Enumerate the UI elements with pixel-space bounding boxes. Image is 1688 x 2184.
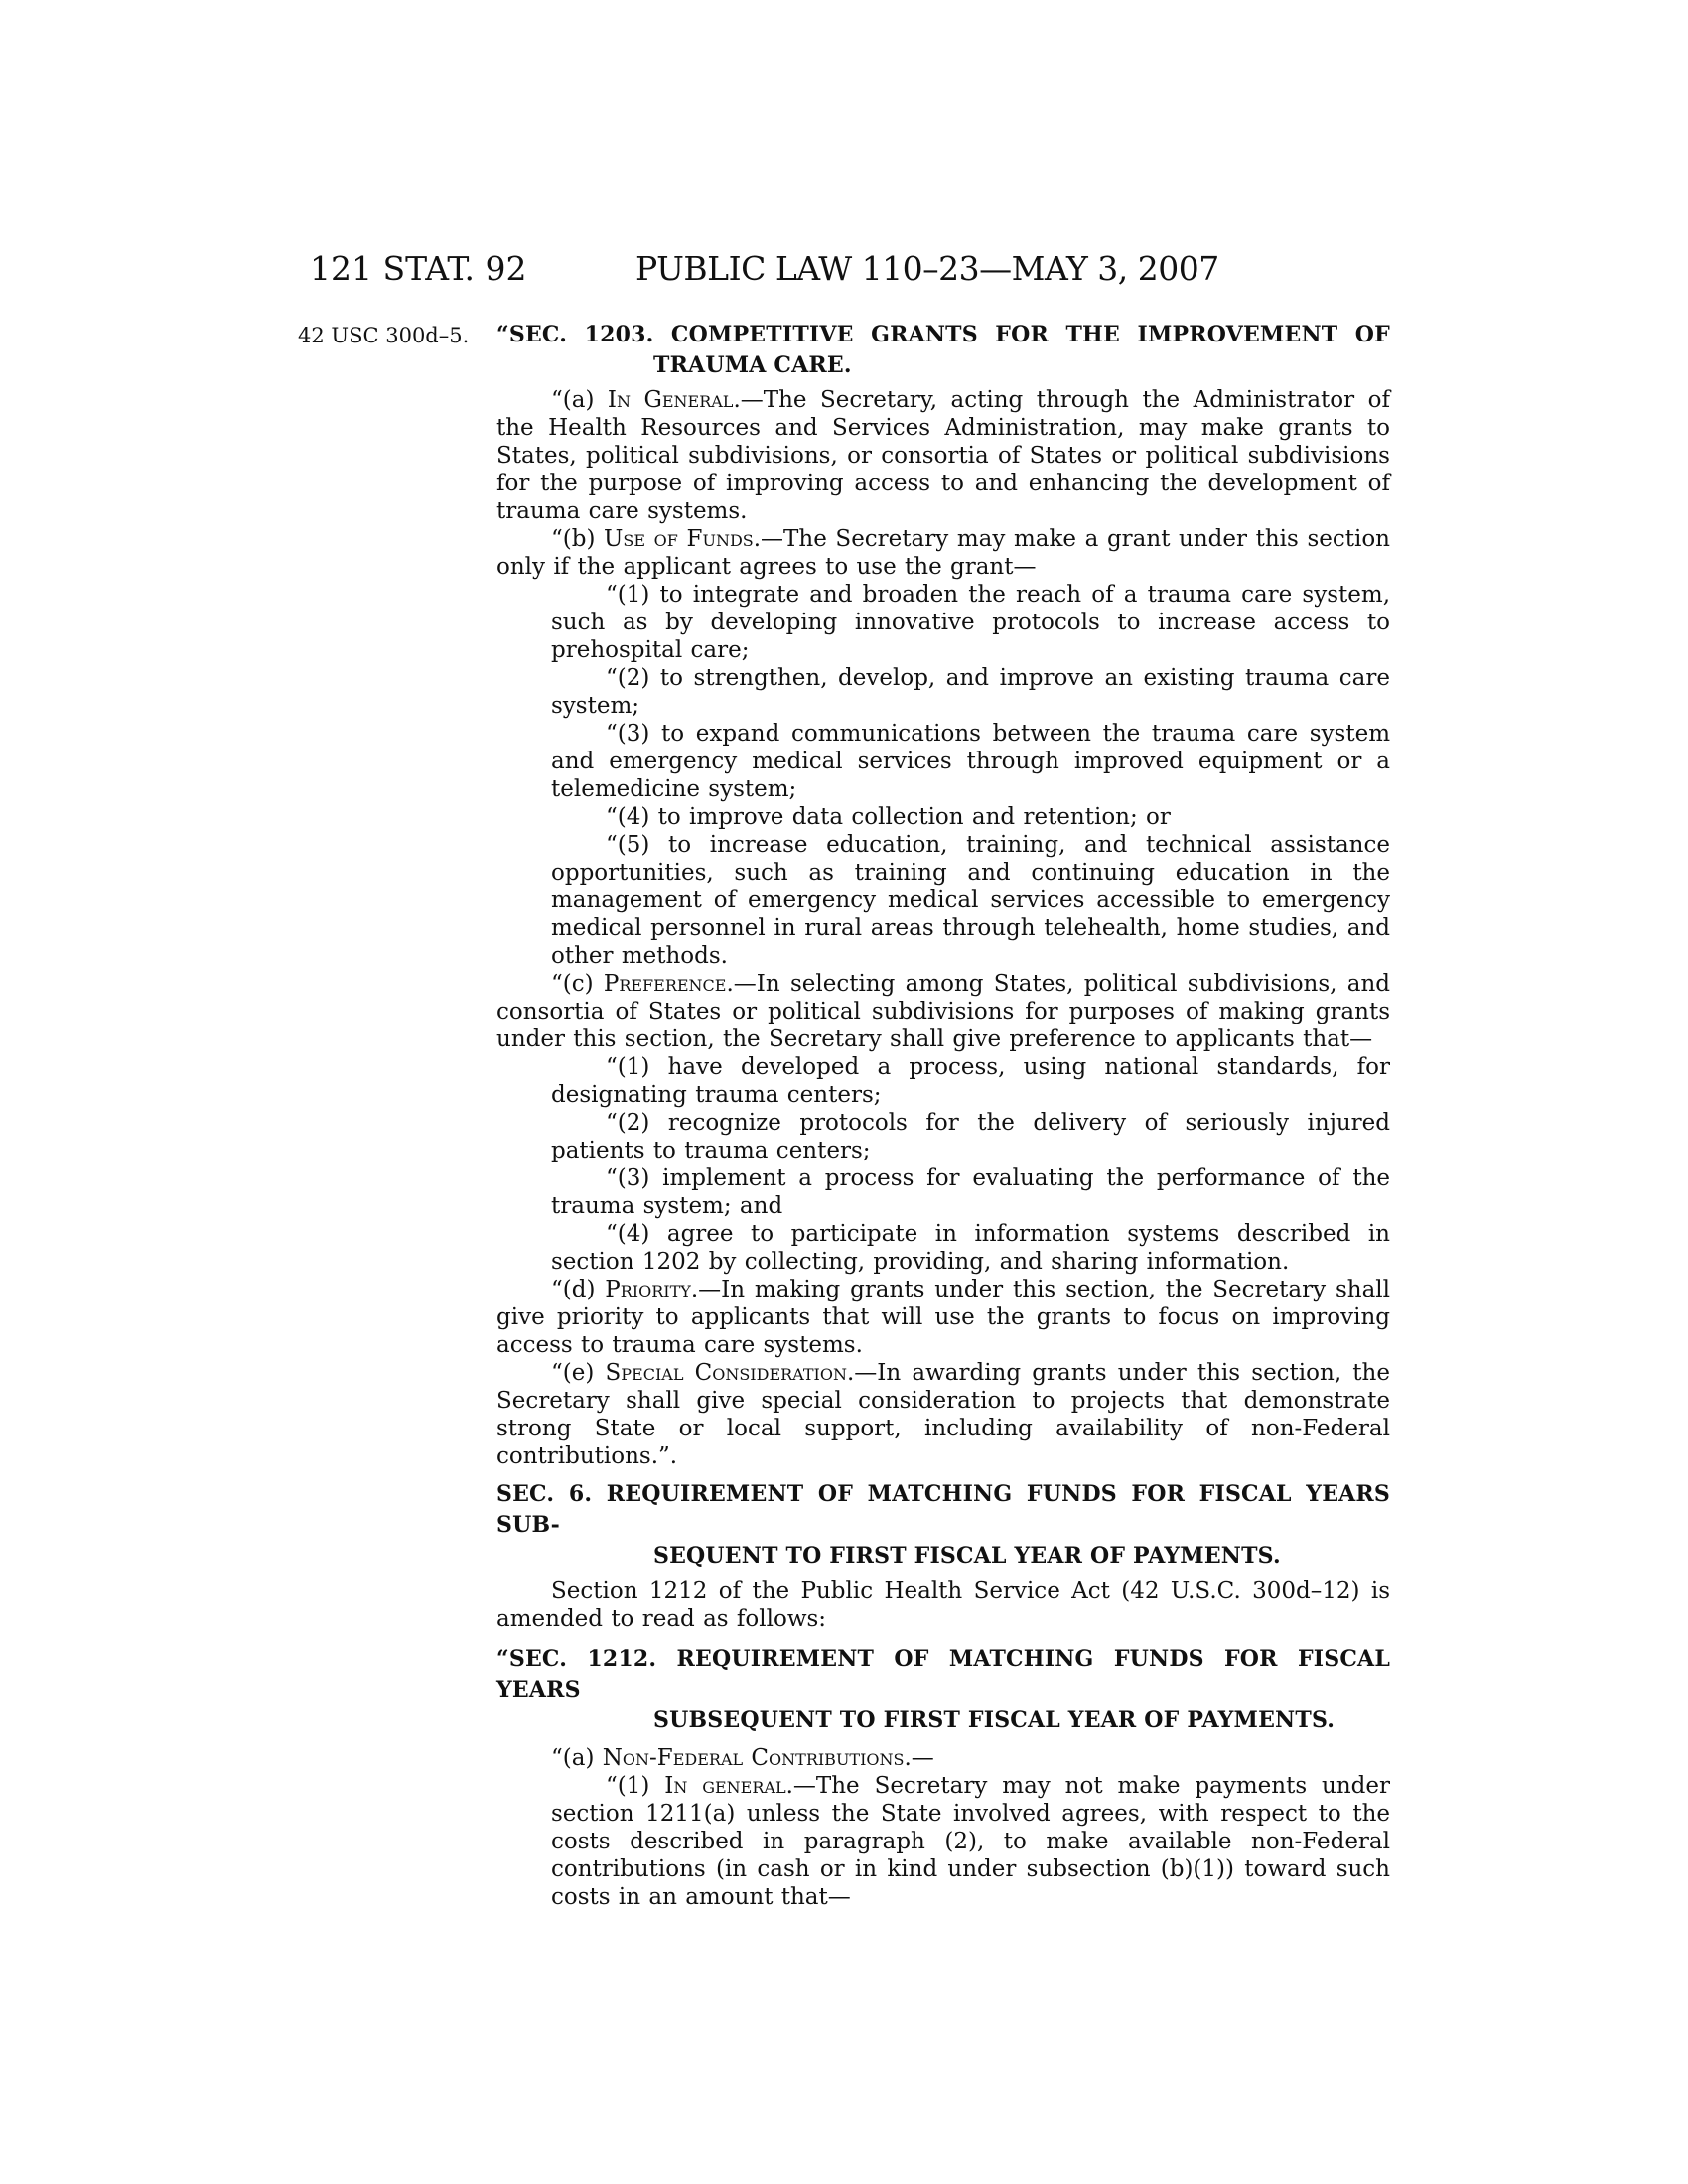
paragraph-text: “(c) xyxy=(551,971,604,997)
paragraph-text: .—In making grants under this section, the Secretary shall give priority to applicants that will use the grants to focus on improving access to trauma care systems. xyxy=(496,1277,1390,1358)
section-heading-line: SUBSEQUENT TO FIRST FISCAL YEAR OF PAYMENTS. xyxy=(653,1707,1336,1733)
paragraph-text: .—The Secretary, acting through the Administrator of the Health Resources and Services Administration, may make grants to States, political subdivisions, or consortia of States or political subdivisions for the purpose of improving access to and enhancing the development of trauma care systems. xyxy=(496,387,1390,524)
paragraph-text: “(e) xyxy=(551,1360,606,1386)
statute-paragraph xyxy=(496,970,1390,1053)
paragraph-text: “(a) xyxy=(551,1745,603,1771)
paragraph-text: “(1) have developed a process, using national standards, for designating trauma centers; xyxy=(551,1054,1390,1108)
statute-paragraph xyxy=(496,1577,1390,1633)
stat-page-number: 121 STAT. 92 xyxy=(310,249,527,288)
statute-paragraph xyxy=(551,1109,1390,1164)
paragraph-text: “(4) to improve data collection and retention; or xyxy=(606,804,1171,830)
paragraph-text: “(4) agree to participate in information systems described in section 1202 by collecting, providing, and sharing information. xyxy=(551,1221,1390,1275)
paragraph-text: .— xyxy=(904,1745,934,1771)
paragraph-text: “(5) to increase education, training, and technical assistance opportunities, such as training and continuing education in the management of emergency medical services accessible to emergency medical personnel in rural areas through telehealth, home studies, and other methods. xyxy=(551,832,1390,969)
statute-paragraph xyxy=(551,1220,1390,1276)
statute-paragraph xyxy=(551,581,1390,664)
paragraph-text: “(1) xyxy=(606,1773,665,1799)
statute-paragraph xyxy=(551,1053,1390,1109)
paragraph-text: .—The Secretary may make a grant under this section only if the applicant agrees to use the grant— xyxy=(496,526,1390,580)
statute-paragraph xyxy=(496,1744,1390,1772)
statute-paragraph xyxy=(551,1164,1390,1220)
small-caps-label: Use of Funds xyxy=(604,526,754,552)
section-heading-line: SEC. 6. REQUIREMENT OF MATCHING FUNDS FOR FISCAL YEARS SUB- xyxy=(496,1481,1390,1538)
section-heading xyxy=(496,1644,1390,1736)
section-heading-line: “SEC. 1212. REQUIREMENT OF MATCHING FUNDS FOR FISCAL YEARS xyxy=(496,1646,1390,1703)
paragraph-text: Section 1212 of the Public Health Service Act (42 U.S.C. 300d–12) is amended to read as follows: xyxy=(496,1578,1390,1632)
statute-paragraph xyxy=(496,1359,1390,1470)
small-caps-label: Preference xyxy=(603,971,727,997)
section-heading-line: SEQUENT TO FIRST FISCAL YEAR OF PAYMENTS. xyxy=(653,1543,1281,1569)
paragraph-text: “(d) xyxy=(551,1277,606,1302)
statute-paragraph xyxy=(551,803,1390,831)
section-heading-line: “SEC. 1203. COMPETITIVE GRANTS FOR THE IMPROVEMENT OF xyxy=(496,322,1390,347)
small-caps-label: Priority xyxy=(605,1277,691,1302)
law-title-header: PUBLIC LAW 110–23—MAY 3, 2007 xyxy=(635,249,1219,288)
paragraph-text: “(b) xyxy=(551,526,605,552)
paragraph-text: .—In selecting among States, political subdivisions, and consortia of States or political subdivisions for purposes of making grants under this section, the Secretary shall give preference to applicants that— xyxy=(496,971,1390,1052)
us-code-margin-note: 42 USC 300d–5. xyxy=(298,324,470,347)
small-caps-label: Special Consideration xyxy=(605,1360,847,1386)
paragraph-text: .—The Secretary may not make payments under section 1211(a) unless the State involved agrees, with respect to the costs described in paragraph (2), to make available non-Federal contributions (in cash or in kind under subsection (b)(1)) toward such costs in an amount that— xyxy=(551,1773,1390,1910)
statute-text-column xyxy=(496,320,1390,1911)
statute-paragraph xyxy=(496,1276,1390,1359)
statute-paragraph xyxy=(551,664,1390,720)
paragraph-text: “(2) to strengthen, develop, and improve an existing trauma care system; xyxy=(551,665,1390,719)
small-caps-label: Non-Federal Contributions xyxy=(602,1745,905,1771)
paragraph-text: “(3) implement a process for evaluating the performance of the trauma system; and xyxy=(551,1165,1390,1219)
statute-paragraph xyxy=(496,525,1390,581)
small-caps-label: In General xyxy=(607,387,734,413)
section-heading xyxy=(496,1479,1390,1571)
paragraph-text: “(1) to integrate and broaden the reach of a trauma care system, such as by developing innovative protocols to increase access to prehospital care; xyxy=(551,582,1390,663)
section-heading xyxy=(496,320,1390,381)
paragraph-text: “(2) recognize protocols for the delivery of seriously injured patients to trauma centers; xyxy=(551,1110,1390,1163)
statute-paragraph xyxy=(496,386,1390,525)
section-heading-line: TRAUMA CARE. xyxy=(653,352,852,378)
paragraph-text: “(3) to expand communications between the trauma care system and emergency medical services through improved equipment or a telemedicine system; xyxy=(551,721,1390,802)
paragraph-text: “(a) xyxy=(551,387,608,413)
statute-paragraph xyxy=(551,720,1390,803)
statute-paragraph xyxy=(551,1772,1390,1911)
statute-paragraph xyxy=(551,831,1390,970)
small-caps-label: In general xyxy=(664,1773,786,1799)
paragraph-text: .—In awarding grants under this section, the Secretary shall give special consideration to projects that demonstrate strong State or local support, including availability of non-Federal contributions.”. xyxy=(496,1360,1390,1469)
